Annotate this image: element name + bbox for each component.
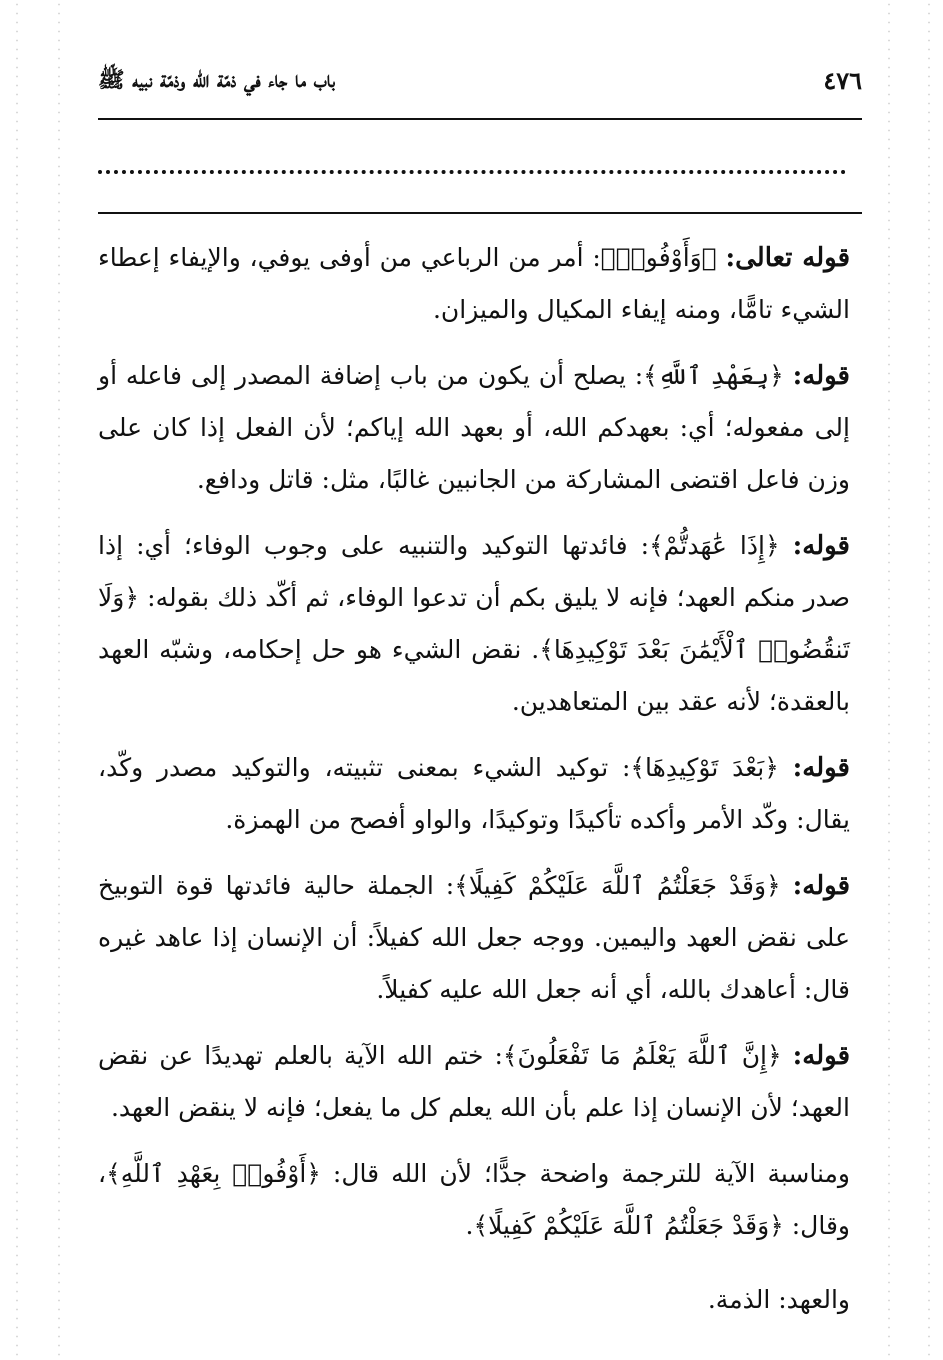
- header-rule: [98, 118, 862, 120]
- separator-dots: [98, 170, 846, 180]
- paragraph-lead: قوله تعالى:: [725, 243, 851, 273]
- commentary-paragraph: [98, 232, 850, 336]
- commentary-paragraph: [98, 860, 850, 1016]
- paragraph-lead: قوله:: [792, 753, 850, 783]
- paragraph-lead: قوله:: [792, 361, 850, 391]
- paragraph-lead: قوله:: [792, 1041, 850, 1071]
- page-header: [98, 62, 862, 102]
- content-rule: [98, 212, 862, 214]
- paragraph-text: : أمر من الرباعي من أوفى يوفي، والإيفاء إعطاء الشيء تامًّا، ومنه إيفاء المكيال والميزان.: [98, 243, 850, 324]
- paragraph-text: : الجملة حالية فائدتها قوة التوبيخ على نقض العهد واليمين. ووجه جعل الله كفيلاً: أن الإنسان إذا عاهد غيره قال: أعاهدك بالله، أي أنه جعل الله عليه كفيلاً.: [98, 871, 850, 1004]
- commentary-paragraph: [98, 1030, 850, 1134]
- commentary-paragraph: [98, 742, 850, 846]
- paragraph-text: : توكيد الشيء بمعنى تثبيته، والتوكيد مصدر وكّد، يقال: وكّد الأمر وأكده تأكيدًا وتوكيدًا، والواو أفصح من الهمزة.: [98, 753, 850, 834]
- paragraph-text: : ختم الله الآية بالعلم تهديدًا عن نقض العهد؛ لأن الإنسان إذا علم بأن الله يعلم كل ما يفعل؛ فإنه لا ينقض العهد.: [98, 1041, 850, 1122]
- quran-quote: ﴿إِذَا عَٰهَدتُّمْ﴾: [649, 531, 780, 560]
- quran-quote: ﴿وَأَوْفُوا۟﴾: [600, 243, 717, 272]
- main-text: [98, 232, 850, 1340]
- running-title: باب ما جاء في ذمّة الله وذمّة نبيه ﷺ: [98, 67, 336, 93]
- commentary-paragraph: [98, 520, 850, 728]
- paragraph-lead: قوله:: [792, 871, 850, 901]
- quran-quote: ﴿إِنَّ ٱللَّهَ يَعْلَمُ مَا تَفْعَلُونَ﴾: [502, 1041, 782, 1070]
- paragraph-text: : يصلح أن يكون من باب إضافة المصدر إلى فاعله أو إلى مفعوله؛ أي: بعهدكم الله، أو بعهد الله إياكم؛ لأن الفعل إذا كان على وزن فاعل اقتضى المشاركة من الجانبين غالبًا، مثل: قاتل ودافع.: [98, 361, 850, 494]
- page-number: ٤٧٦: [823, 66, 862, 95]
- scan-artifact: [928, 0, 930, 1360]
- paragraph-text: : فائدتها التوكيد والتنبيه على وجوب الوفاء؛ أي: إذا صدر منكم العهد؛ فإنه لا يليق بكم أن تدعوا الوفاء، ثم أكّد ذلك بقوله: ﴿وَلَا تَنقُضُوا۟ ٱلْأَيْمَٰنَ بَعْدَ تَوْكِيدِهَا﴾. نقض الشيء هو حل إحكامه، وشبّه العهد بالعقدة؛ لأنه عقد بين المتعاهدين.: [98, 531, 850, 716]
- scan-artifact: [58, 0, 60, 1360]
- quran-quote: ﴿بِعَهْدِ ٱللَّهِ﴾: [643, 361, 784, 390]
- commentary-paragraph: [98, 1148, 850, 1252]
- quran-quote: ﴿وَقَدْ جَعَلْتُمُ ٱللَّهَ عَلَيْكُمْ كَفِيلًا﴾: [454, 871, 781, 900]
- scan-artifact: [16, 0, 18, 1360]
- paragraph-lead: قوله:: [792, 531, 850, 561]
- commentary-paragraph: [98, 350, 850, 506]
- paragraph-text: ومناسبة الآية للترجمة واضحة جدًّا؛ لأن الله قال: ﴿أَوْفُوا۟ بِعَهْدِ ٱللَّهِ﴾، وقال: ﴿وَقَدْ جَعَلْتُمُ ٱللَّهَ عَلَيْكُمْ كَفِيلًا﴾.: [98, 1159, 850, 1240]
- quran-quote: ﴿بَعْدَ تَوْكِيدِهَا﴾: [630, 753, 779, 782]
- scan-artifact: [888, 0, 890, 1360]
- closing-line: والعهد: الذمة.: [707, 1285, 850, 1314]
